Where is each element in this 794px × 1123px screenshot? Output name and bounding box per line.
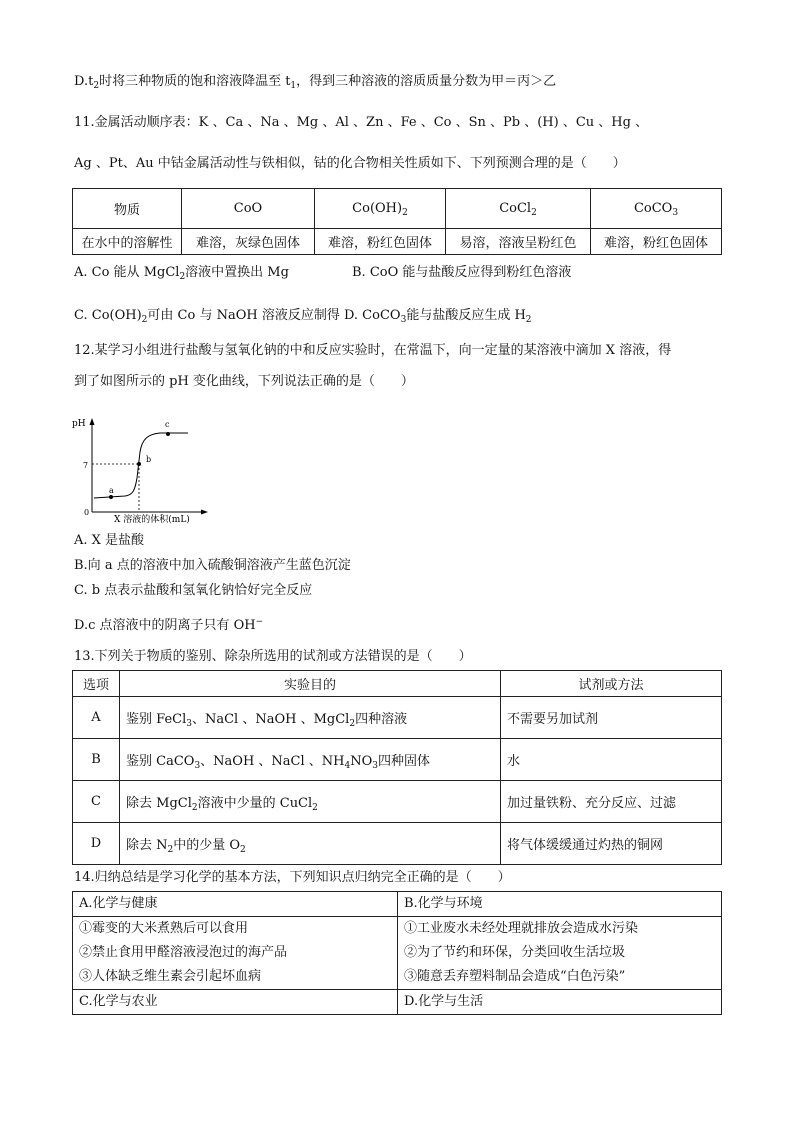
table-header: CoO <box>182 189 315 229</box>
q10-text: 时将三种物质的饱和溶液降温至 t <box>99 74 291 89</box>
q11-option-b: B. CoO 能与盐酸反应得到粉红色溶液 <box>352 265 572 280</box>
list-item: ③人体缺乏维生素会引起坏血病 <box>79 969 262 984</box>
table-cell <box>120 697 501 739</box>
sub: 3 <box>194 761 201 771</box>
sub: 2 <box>531 208 537 218</box>
list-item: ②禁止食用甲醛溶液浸泡过的海产品 <box>79 945 288 960</box>
point-b-label: b <box>146 455 152 464</box>
table-cell: 不需要另加试剂 <box>501 697 722 739</box>
sub: 2 <box>349 719 356 729</box>
sub: 3 <box>186 719 192 729</box>
q12-stem-line1: 12.某学习小组进行盐酸与氢氧化钠的中和反应实验时，在常温下，向一定量的某溶液中滴加 X 溶液，得 <box>74 343 672 358</box>
x-axis-arrow <box>201 510 208 515</box>
q13-stem: 13.下列关于物质的鉴别、除杂所选用的试剂或方法错误的是（ ） <box>74 649 472 664</box>
cell-text: 、NaOH 、NaCl 、NH <box>200 754 345 769</box>
cell-text: 溶液中少量的 CuCl <box>197 796 313 811</box>
table-cell: 在水中的溶解性 <box>73 229 182 255</box>
point-b <box>137 462 141 466</box>
table-row <box>73 697 722 739</box>
option-text: 可由 Co 与 NaOH 溶液反应制得 D. CoCO <box>147 308 401 323</box>
header-text: CoCl <box>499 201 532 216</box>
cell-text: NO <box>350 754 373 769</box>
sub: 2 <box>167 845 174 855</box>
table-cell <box>73 917 398 990</box>
sup: − <box>255 617 264 627</box>
table-header <box>446 189 591 229</box>
option-text: C. Co(OH) <box>74 308 142 323</box>
sub: 3 <box>372 761 379 771</box>
table-header: 试剂或方法 <box>501 671 722 697</box>
table-row <box>73 229 722 255</box>
option-text: D.c 点溶液中的阴离子只有 OH <box>74 618 256 633</box>
y-axis-label: pH <box>72 419 86 429</box>
q11-option-a <box>74 263 289 283</box>
sub: 2 <box>240 845 246 855</box>
table-cell: A.化学与健康 <box>73 892 398 917</box>
table-row <box>73 990 722 1015</box>
sub: 2 <box>312 803 318 813</box>
q11-table <box>72 188 722 255</box>
sub: 2 <box>179 272 186 282</box>
table-header-row <box>73 671 722 697</box>
q11-option-c-d <box>74 306 532 326</box>
point-c-label: c <box>165 420 170 429</box>
cell-text: 除去 N <box>126 838 168 853</box>
ph-curve-graph <box>70 412 220 524</box>
q11-stem-line2: Ag 、Pt、Au 中钴金属活动性与铁相似，钴的化合物相关性质如下、下列预测合理的是（ ） <box>74 156 626 171</box>
table-cell: 水 <box>501 739 722 781</box>
cell-text: 、NaCl 、NaOH 、MgCl <box>191 712 350 727</box>
point-c <box>166 432 170 436</box>
sub: 1 <box>290 81 297 91</box>
sub: 3 <box>672 208 679 218</box>
list-item: ③随意丢弃塑料制品会造成“白色污染” <box>404 969 626 984</box>
q11-stem-line1: 11.金属活动顺序表：K 、Ca 、Na 、Mg 、Al 、Zn 、Fe 、Co 、Sn 、Pb 、(H) 、Cu 、Hg 、 <box>74 115 649 130</box>
list-item: ①霉变的大米煮熟后可以食用 <box>79 921 249 936</box>
header-text: Co(OH) <box>352 201 403 216</box>
origin-label: 0 <box>84 508 90 517</box>
sub: 2 <box>525 315 532 325</box>
table-cell: C <box>73 781 120 823</box>
table-header: 物质 <box>73 189 182 229</box>
table-cell: 将气体缓缓通过灼热的铜网 <box>501 823 722 865</box>
list-item: ①工业废水未经处理就排放会造成水污染 <box>404 921 639 936</box>
table-row <box>73 823 722 865</box>
table-cell: D.化学与生活 <box>398 990 722 1015</box>
cell-text: 中的少量 O <box>173 838 241 853</box>
cell-text: 除去 MgCl <box>126 796 192 811</box>
list-item: ②为了节约和环保，分类回收生活垃圾 <box>404 945 626 960</box>
table-cell: C.化学与农业 <box>73 990 398 1015</box>
q12-option-d <box>74 616 263 636</box>
table-row <box>73 892 722 917</box>
option-text: A. Co 能从 MgCl <box>74 265 180 280</box>
table-row <box>73 739 722 781</box>
cell-text: 四种溶液 <box>355 712 408 727</box>
q12-option-c: C. b 点表示盐酸和氢氧化钠恰好完全反应 <box>74 583 313 598</box>
q14-table <box>72 891 722 1015</box>
q10-text: D.t <box>74 74 94 89</box>
table-cell <box>398 917 722 990</box>
sub: 2 <box>191 803 198 813</box>
table-row <box>73 781 722 823</box>
point-a-label: a <box>109 486 114 495</box>
sub: 3 <box>400 315 407 325</box>
cell-text: 鉴别 FeCl <box>126 712 187 727</box>
table-cell: 加过量铁粉、充分反应、过滤 <box>501 781 722 823</box>
table-header <box>315 189 446 229</box>
q12-option-a: A. X 是盐酸 <box>74 533 145 548</box>
table-cell: A <box>73 697 120 739</box>
q14-stem: 14.归纳总结是学习化学的基本方法，下列知识点归纳完全正确的是（ ） <box>74 870 511 885</box>
point-a <box>109 495 113 499</box>
table-cell: 难溶，粉红色固体 <box>591 229 722 255</box>
x-axis-label: X 溶液的体积(mL) <box>114 515 190 524</box>
q13-table <box>72 670 722 865</box>
table-header-row <box>73 189 722 229</box>
q10-text: ，得到三种溶液的溶质质量分数为甲＝丙＞乙 <box>296 74 557 89</box>
table-row <box>73 917 722 990</box>
table-header: 选项 <box>73 671 120 697</box>
sub: 2 <box>402 208 408 218</box>
cell-text: 四种固体 <box>378 754 431 769</box>
table-cell: B <box>73 739 120 781</box>
tick-7-label: 7 <box>83 461 89 470</box>
table-cell: 难溶，灰绿色固体 <box>182 229 315 255</box>
q10-option-d <box>74 72 556 92</box>
table-cell: 难溶，粉红色固体 <box>315 229 446 255</box>
q12-stem-line2: 到了如图所示的 pH 变化曲线，下列说法正确的是（ ） <box>74 374 414 389</box>
table-cell: D <box>73 823 120 865</box>
sub: 2 <box>93 81 100 91</box>
table-cell <box>120 781 501 823</box>
sub: 4 <box>344 761 351 771</box>
table-header: 实验目的 <box>120 671 501 697</box>
option-text: 能与盐酸反应生成 H <box>406 308 526 323</box>
table-header <box>591 189 722 229</box>
header-text: CoCO <box>633 201 673 216</box>
q12-option-b: B.向 a 点的溶液中加入硫酸铜溶液产生蓝色沉淀 <box>74 558 351 573</box>
y-axis-arrow <box>90 418 95 425</box>
table-cell: 易溶，溶液呈粉红色 <box>446 229 591 255</box>
table-cell <box>120 739 501 781</box>
cell-text: 鉴别 CaCO <box>126 754 195 769</box>
sub: 2 <box>141 315 148 325</box>
option-text: 溶液中置换出 Mg <box>185 265 289 280</box>
table-cell: B.化学与环境 <box>398 892 722 917</box>
table-cell <box>120 823 501 865</box>
